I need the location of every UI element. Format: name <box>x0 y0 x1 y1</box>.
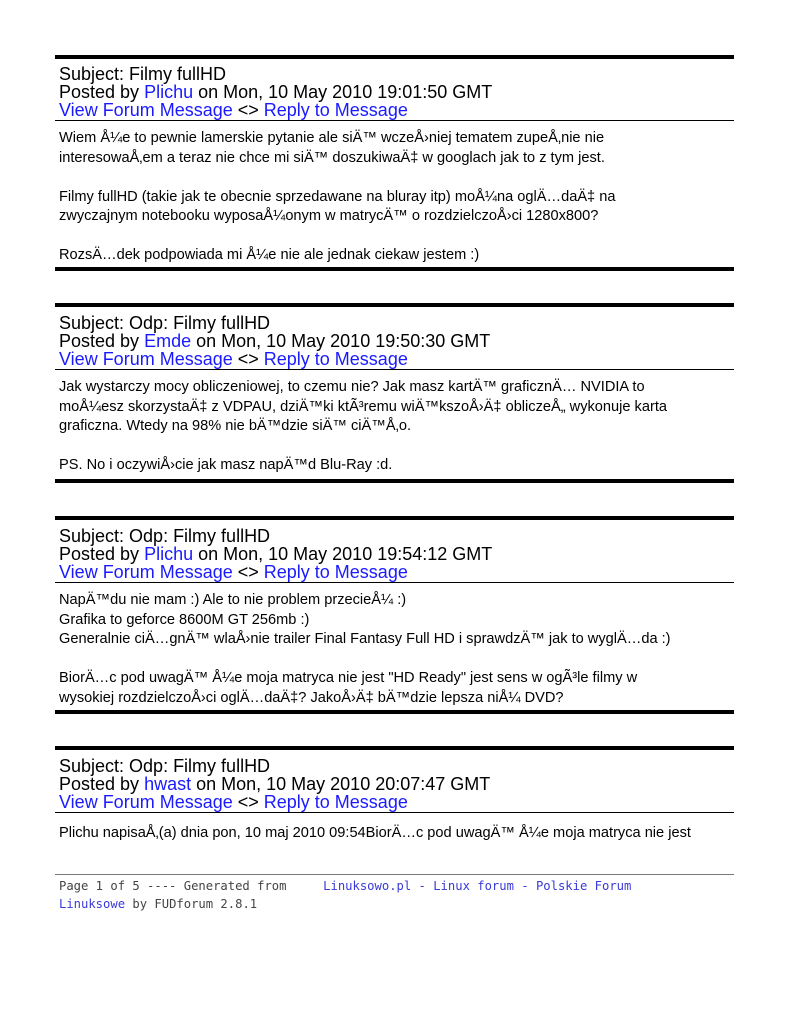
post-date: on Mon, 10 May 2010 19:54:12 GMT <box>193 544 493 564</box>
author-link[interactable]: hwast <box>144 774 192 794</box>
view-forum-message-link[interactable]: View Forum Message <box>59 792 233 812</box>
author-link[interactable]: Emde <box>144 331 192 351</box>
post-actions <box>59 101 734 119</box>
forum-post <box>55 55 734 266</box>
post-actions <box>59 350 734 368</box>
forum-post <box>55 516 734 708</box>
post-header <box>55 750 734 811</box>
post-body: Plichu napisaÅ‚(a) dnia pon, 10 maj 2010 09:54BiorÄ…c pod uwagÄ™ Å¼e moja matryca nie jest <box>59 825 691 841</box>
footer-text <box>55 875 734 913</box>
post-date: on Mon, 10 May 2010 19:50:30 GMT <box>191 331 491 351</box>
reply-to-message-link[interactable]: Reply to Message <box>263 792 408 812</box>
post-date: on Mon, 10 May 2010 20:07:47 GMT <box>191 774 491 794</box>
post-bottom-rule <box>55 479 734 483</box>
post-subject: Subject: Filmy fullHD <box>59 64 227 84</box>
view-forum-message-link[interactable]: View Forum Message <box>59 562 233 582</box>
post-byline <box>59 332 734 350</box>
post-subject: Subject: Odp: Filmy fullHD <box>59 526 271 546</box>
site-link[interactable]: Linuksowo.pl - Linux forum - Polskie Forum <box>323 879 632 893</box>
link-separator: <> <box>232 100 264 120</box>
post-byline <box>59 83 734 101</box>
author-link[interactable]: Plichu <box>144 544 194 564</box>
post-subject: Subject: Odp: Filmy fullHD <box>59 756 271 776</box>
reply-to-message-link[interactable]: Reply to Message <box>263 100 408 120</box>
post-subject: Subject: Odp: Filmy fullHD <box>59 313 271 333</box>
post-actions <box>59 563 734 581</box>
post-byline <box>59 545 734 563</box>
post-date: on Mon, 10 May 2010 19:01:50 GMT <box>193 82 493 102</box>
forum-post <box>55 746 734 844</box>
posted-by-label: Posted by <box>59 544 145 564</box>
post-body: Wiem Å¼e to pewnie lamerskie pytanie ale siÄ™ wczeÅ›niej tematem zupeÅ‚nie nie interesowaÅ‚em a teraz nie chce mi siÄ™ doszukiwaÄ‡ w googlach jak to z tym jest. Filmy fullHD (takie jak te obecnie sprzedawane na bluray itp) moÅ¼na oglÄ…daÄ‡ na zwyczajnym notebooku wyposaÅ¼onym w matrycÄ™ o rozdzielczoÅ›ci 1280x800? RozsÄ…dek podpowiada mi Å¼e nie ale jednak ciekaw jestem :) <box>59 130 616 263</box>
post-body: Jak wystarczy mocy obliczeniowej, to czemu nie? Jak masz kartÄ™ graficznÄ… NVIDIA to moÅ¼esz skorzystaÄ‡ z VDPAU, dziÄ™ki ktÃ³remu wiÄ™kszoÅ›Ä‡ obliczeÅ„ wykonuje karta graficzna. Wtedy na 98% nie bÄ™dzie siÄ™ ciÄ™Å‚o. PS. No i oczywiÅ›cie jak masz napÄ™d Blu-Ray :d. <box>59 379 667 473</box>
generator-info: by FUDforum 2.8.1 <box>125 897 258 911</box>
post-bottom-rule <box>55 267 734 271</box>
posted-by-label: Posted by <box>59 82 145 102</box>
post-body: NapÄ™du nie mam :) Ale to nie problem przecieÅ¼ :) Grafika to geforce 8600M GT 256mb :) Generalnie ciÄ…gnÄ™ wlaÅ›nie trailer Final Fantasy Full HD i sprawdzÄ™ jak to wyglÄ…da :) BiorÄ…c pod uwagÄ™ Å¼e moja matryca nie jest "HD Ready" jest sens w ogÃ³le filmy w wysokiej rozdzielczoÅ›ci oglÄ…daÄ‡? JakoÅ›Ä‡ bÄ™dzie lepsza niÅ¼ DVD? <box>59 592 671 706</box>
site-link-continued[interactable]: Linuksowe <box>59 897 126 911</box>
view-forum-message-link[interactable]: View Forum Message <box>59 100 233 120</box>
page-footer <box>55 874 734 913</box>
reply-to-message-link[interactable]: Reply to Message <box>263 562 408 582</box>
post-header <box>55 59 734 119</box>
posted-by-label: Posted by <box>59 331 145 351</box>
link-separator: <> <box>232 562 264 582</box>
view-forum-message-link[interactable]: View Forum Message <box>59 349 233 369</box>
post-byline <box>59 775 734 793</box>
link-separator: <> <box>232 792 264 812</box>
reply-to-message-link[interactable]: Reply to Message <box>263 349 408 369</box>
author-link[interactable]: Plichu <box>144 82 194 102</box>
post-header <box>55 307 734 368</box>
page-info: Page 1 of 5 ---- Generated from <box>59 879 324 893</box>
post-header <box>55 520 734 581</box>
post-actions <box>59 793 734 811</box>
link-separator: <> <box>232 349 264 369</box>
forum-post <box>55 303 734 476</box>
post-bottom-rule <box>55 710 734 714</box>
posted-by-label: Posted by <box>59 774 145 794</box>
